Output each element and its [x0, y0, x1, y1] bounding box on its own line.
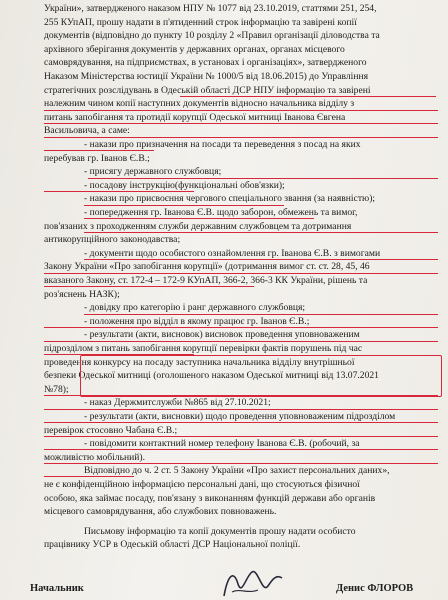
highlight-underline	[44, 395, 438, 396]
list-item-continuation: підрозділом з питань запобігання корупції перевірки фактів порушень під час	[44, 343, 363, 354]
list-item-continuation: перевірок стосовно Чабана Є.В.;	[44, 424, 178, 436]
body-line: Наказом Міністерства юстиції України № 1000/5 від 18.06.2015) до Управління	[44, 71, 368, 82]
body-line: не є конфіденційною інформацією персональні дані, що стосуються фізичної	[44, 479, 360, 490]
highlight-underline	[180, 96, 436, 97]
list-item: - посадову інструкцію(функціональні обов'язки);	[84, 179, 285, 191]
list-item: - довідку про категорію і ранг державного службовця;	[84, 302, 306, 314]
highlight-underline	[44, 449, 438, 450]
highlight-underline	[44, 123, 438, 124]
list-item-continuation: антикорупційного законодавства;	[44, 234, 181, 246]
body-line: України», затвердженого наказом НПУ № 1077 від 23.10.2019, статтями 251, 254,	[44, 3, 377, 14]
highlight-underline	[44, 273, 438, 274]
list-item: - наказ Держмитслужби №865 від 27.10.2021;	[84, 397, 271, 409]
body-line: 255 КУпАП, прошу надати в п'ятиденний строк інформацію та завірені копії	[44, 16, 357, 28]
highlight-underline	[88, 178, 438, 179]
highlight-underline	[44, 150, 154, 151]
body-line: Васильовича, а саме:	[44, 125, 130, 137]
body-line: працівнику УСР в Одеській області ДСР Національної поліції.	[44, 539, 301, 551]
signatory-position: Начальник	[30, 583, 84, 594]
highlight-underline	[44, 191, 194, 192]
list-item-continuation: безпеки Одеської митниці (оголошеного наказом Одеської митниці від 13.07.2021	[44, 370, 379, 382]
highlight-underline	[44, 341, 438, 342]
body-line: Відповідно до ч. 2 ст. 5 Закону України «Про захист персональних даних»,	[84, 465, 390, 477]
highlight-underline	[84, 232, 438, 233]
list-item: - повідомити контактний номер телефону Іванова Є.В. (робочий, за	[84, 438, 360, 450]
list-item: - результати (акти, висновки) щодо проведення уповноваженим підрозділом	[84, 411, 396, 422]
list-item: - документи щодо особистого ознайомлення гр. Іванова Є.В. з вимогами	[84, 247, 381, 259]
highlight-underline	[84, 314, 438, 315]
list-item-continuation: перебував гр. Іванов Є.В.;	[44, 152, 150, 164]
handwritten-signature	[218, 566, 288, 600]
highlight-underline	[44, 327, 438, 328]
body-line: документів (відповідно до пункту 10 розділу 2 «Правил організації діловодства та	[44, 30, 380, 42]
list-item: - присягу державного службовця;	[84, 166, 222, 178]
highlight-underline	[44, 476, 134, 477]
highlight-underline	[84, 259, 438, 260]
body-line: належним чином копії наступних документів відносно начальника відділу з	[44, 98, 355, 110]
list-item-continuation: №78);	[44, 383, 69, 395]
list-item-continuation: пов'язаних з проходженням служби державним службовцем та дотримання	[44, 220, 352, 232]
body-line: Письмову інформацію та копії документів прошу надати особисто	[84, 525, 356, 537]
highlight-underline	[44, 137, 438, 138]
highlight-underline	[44, 463, 438, 464]
highlight-underline	[44, 286, 254, 287]
highlight-underline	[44, 110, 438, 111]
list-item: - результати (акти, висновок) висновок проведення уповноваженим	[84, 329, 360, 341]
list-item-continuation: проведення конкурсу на посаду заступника начальника відділу внутрішньої	[44, 356, 355, 368]
body-line: стратегічних розслідувань в Одеській області ДСР НПУ інформацію та завірені	[44, 84, 371, 96]
signatory-name: Денис ФЛОРОВ	[336, 583, 414, 594]
list-item-continuation: можливістю мобільний).	[44, 451, 145, 463]
list-item: - накази про призначення на посади та переведення з посад на яких	[84, 139, 361, 150]
body-line: архівного зберігання документів у державних органах, органах місцевого	[44, 43, 345, 55]
highlight-underline	[84, 218, 314, 219]
list-item: - положення про відділ в якому працює гр. Іванов Є.В.;	[84, 315, 310, 327]
body-line: питань запобігання та протидії корупції Одеської митниці Іванова Євгена	[44, 111, 346, 123]
highlight-underline	[44, 409, 438, 410]
highlight-underline	[44, 422, 438, 423]
list-item: - накази про присвоєння чергового спеціального звання (за наявністю);	[84, 193, 376, 205]
list-item-continuation: Закону України «Про запобігання корупції» (дотримання вимог ст. ст. 28, 45, 46	[44, 261, 370, 273]
body-line: місцевого самоврядування, або службових повноважень.	[44, 506, 277, 518]
list-item: - попередження гр. Іванова Є.В. щодо заборон, обмежень та вимог,	[84, 207, 358, 218]
highlight-box	[80, 355, 442, 397]
list-item-continuation: роз'яснень НАЗК);	[44, 288, 120, 300]
highlight-underline	[84, 205, 284, 206]
highlight-underline	[44, 436, 438, 437]
body-line: самоврядування, на підприємствах, в установах і організаціях», затвердженого	[44, 57, 367, 69]
body-line: особою, яка займає посаду, пов'язану з виконанням функцій держави або органів	[44, 492, 376, 504]
list-item-continuation: вказаного Закону, ст. 172-4 – 172-9 КУпАП, 366-2, 366-3 КК України, рішень та	[44, 275, 368, 286]
